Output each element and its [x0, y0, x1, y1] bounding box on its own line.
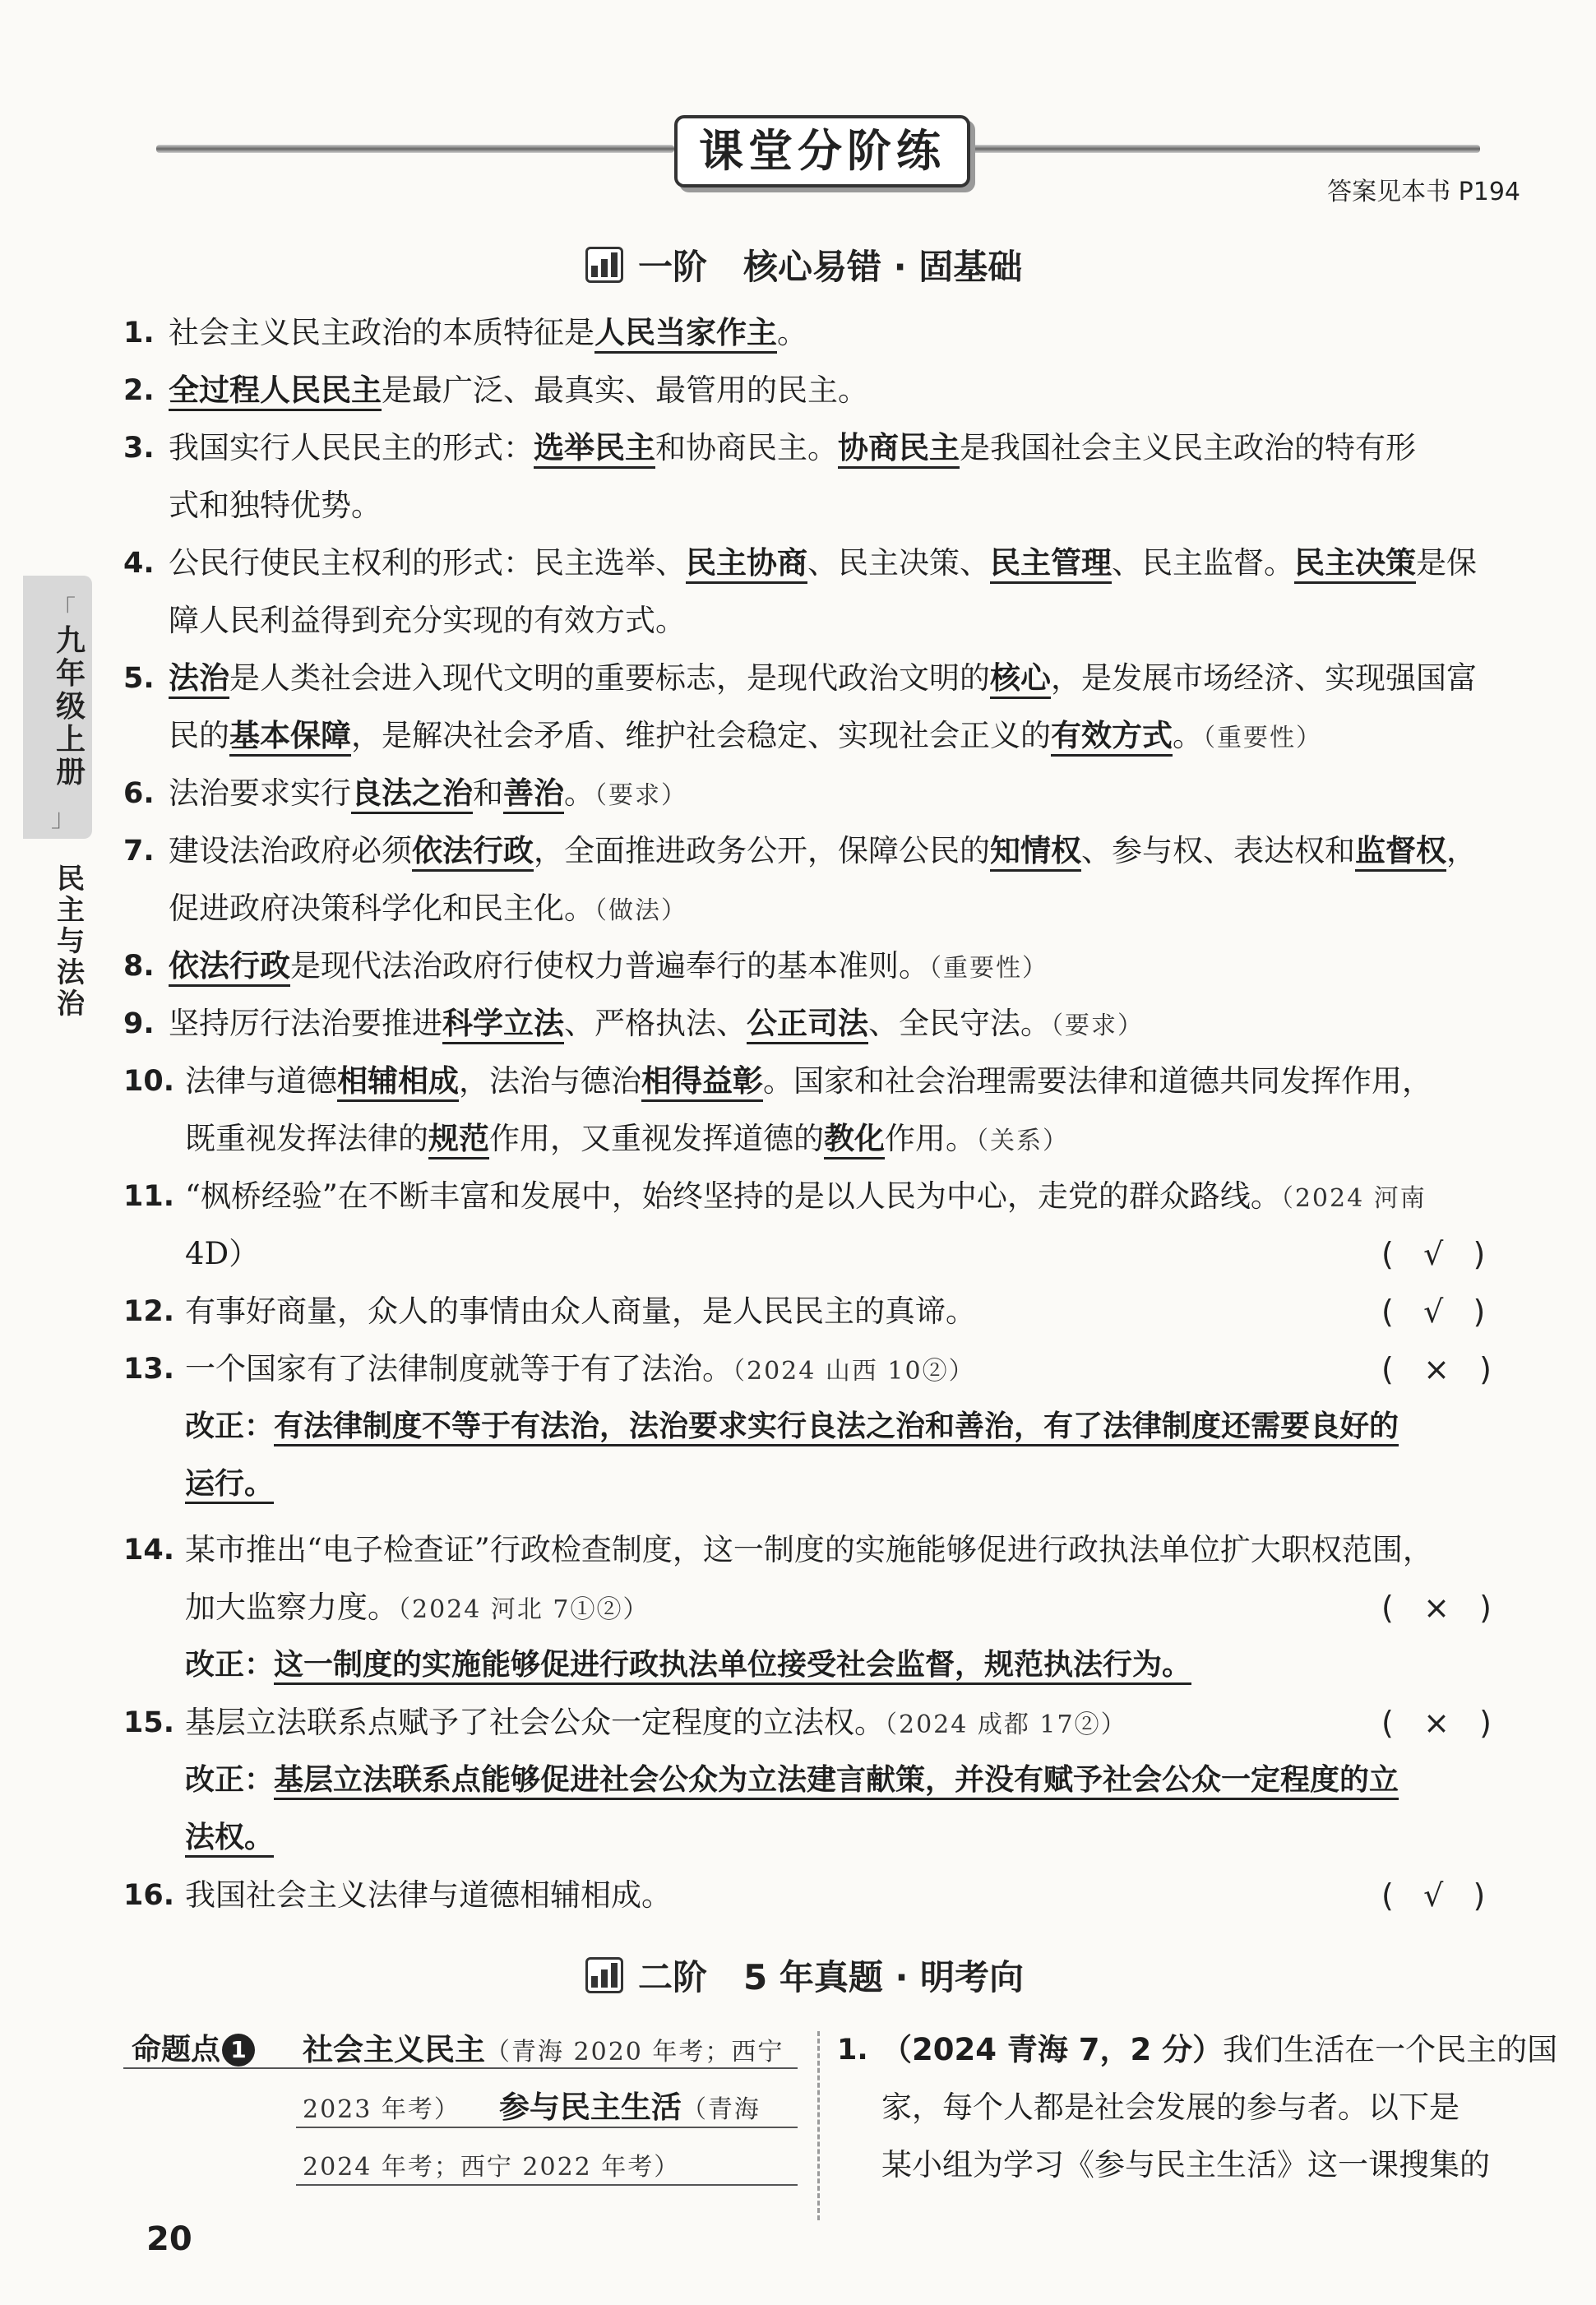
correction-15: 改正：基层立法联系点能够促进社会公众为立法建言献策，并没有赋予社会公众一定程度的立 [185, 1761, 1399, 1799]
question-3-cont: 式和独特优势。 [169, 488, 382, 523]
question-3: 我国实行人民民主的形式：选举民主和协商民主。协商民主是我国社会主义民主政治的特有形 [169, 429, 1416, 467]
question-6: 法治要求实行良法之治和善治。（要求） [169, 775, 687, 815]
question-number: 1. [123, 317, 155, 349]
category-tag: （重要性） [1203, 724, 1322, 752]
question-8: 依法行政是现代法治政府行使权力普遍奉行的基本准则。（重要性） [169, 947, 1048, 988]
question-12: 有事好商量，众人的事情由众人商量，是人民民主的真谛。 [185, 1294, 976, 1329]
question-number: 2. [123, 374, 155, 407]
question-5-cont: 民的基本保障，是解决社会矛盾、维护社会稳定、实现社会正义的有效方式。（重要性） [169, 717, 1322, 757]
answer-blank: 科学立法 [442, 1006, 564, 1044]
answer-blank: 基本保障 [229, 718, 351, 757]
topic-point-label: 命题点 1 [132, 2031, 255, 2069]
answer-blank: 人民当家作主 [594, 315, 777, 354]
column-divider [817, 2031, 820, 2220]
answer-mark: ( × ) [1381, 1705, 1492, 1741]
question-number: 9. [123, 1007, 155, 1040]
topic-point-1: 社会主义民主（青海 2020 年考；西宁 [303, 2032, 784, 2067]
section-stage: 二阶 [638, 1957, 708, 1997]
bar-chart-icon [585, 1957, 623, 1993]
category-tag: （要求） [1051, 1011, 1144, 1040]
source-tag: （2024 山西 10②） [733, 1357, 975, 1386]
side-bracket-bottom: 」 [51, 804, 76, 833]
question-number: 11. [123, 1180, 175, 1213]
source-tag: （2024 河南 [1280, 1184, 1427, 1213]
question-number: 8. [123, 950, 155, 983]
question-number: 1. [837, 2034, 868, 2067]
topic-point-2: 2023 年考） 参与民主生活（青海 [303, 2090, 761, 2125]
question-13: 一个国家有了法律制度就等于有了法治。（2024 山西 10②） [185, 1351, 975, 1386]
question-number: 13. [123, 1353, 175, 1386]
question-11: “枫桥经验”在不断丰富和发展中，始终坚持的是以人民为中心，走党的群众路线。（2024 河南 [185, 1178, 1427, 1214]
correction-15-cont: 法权。 [185, 1819, 274, 1857]
answer-blank: 教化 [824, 1121, 885, 1159]
answer-mark: ( × ) [1381, 1590, 1492, 1626]
answer-mark: ( √ ) [1381, 1877, 1486, 1914]
question-15: 基层立法联系点赋予了社会公众一定程度的立法权。（2024 成都 17②） [185, 1705, 1127, 1740]
page-number: 20 [146, 2220, 192, 2258]
question-10-cont: 既重视发挥法律的规范作用，又重视发挥道德的教化作用。（关系） [185, 1120, 1069, 1160]
answer-mark: ( √ ) [1381, 1294, 1486, 1330]
exam-question-1: （2024 青海 7，2 分）我们生活在一个民主的国 [881, 2032, 1558, 2067]
category-tag: （重要性） [929, 954, 1048, 983]
answer-blank: 依法行政 [412, 833, 534, 872]
page-title: 课堂分阶练 [674, 115, 970, 187]
question-14-cont: 加大监察力度。（2024 河北 7①②） [185, 1590, 650, 1625]
question-number: 7. [123, 835, 155, 868]
answer-blank: 协商民主 [838, 430, 960, 469]
question-number: 6. [123, 777, 155, 810]
exam-question-1-cont: 某小组为学习《参与民主生活》这一课搜集的 [881, 2147, 1490, 2182]
source-tag: （2024 河北 7①②） [398, 1595, 650, 1624]
question-number: 15. [123, 1706, 175, 1739]
question-11-cont: 4D） [185, 1236, 260, 1271]
question-number: 12. [123, 1295, 175, 1328]
answer-blank: 全过程人民民主 [169, 373, 382, 411]
answer-blank: 相辅相成 [337, 1063, 459, 1102]
section-heading-2 [585, 1951, 1024, 2000]
answer-blank: 善治 [503, 775, 564, 814]
cross-icon: × [1423, 1705, 1450, 1741]
check-icon: √ [1423, 1236, 1444, 1272]
answer-blank: 相得益彰 [641, 1063, 763, 1102]
check-icon: √ [1423, 1294, 1444, 1330]
side-bracket-top: 「 [51, 595, 76, 624]
question-10: 法律与道德相辅相成，法治与德治相得益彰。国家和社会治理需要法律和道德共同发挥作用， [185, 1062, 1432, 1100]
answer-blank: 良法之治 [351, 775, 473, 814]
answer-blank: 有效方式 [1051, 718, 1173, 757]
question-4-cont: 障人民利益得到充分实现的有效方式。 [169, 603, 686, 638]
answer-blank: 依法行政 [169, 948, 290, 987]
side-grade: 九年级上册 [55, 624, 86, 789]
check-icon: √ [1423, 1877, 1444, 1914]
answer-blank: 法治 [169, 660, 229, 699]
answer-blank: 民主管理 [990, 545, 1112, 584]
answer-blank: 监督权 [1355, 833, 1446, 872]
question-4: 公民行使民主权利的形式：民主选举、民主协商、民主决策、民主管理、民主监督。民主决策是保 [169, 544, 1477, 582]
topic-number-badge: 1 [222, 2034, 255, 2067]
answer-reference: 答案见本书 P194 [1327, 178, 1520, 206]
correction-13-cont: 运行。 [185, 1465, 274, 1503]
source-tag: （青海 2020 年考；西宁 [485, 2038, 784, 2067]
category-tag: （做法） [594, 896, 687, 925]
header-rule-left [156, 145, 674, 153]
cross-icon: × [1423, 1351, 1450, 1387]
source-tag: （2024 成都 17②） [885, 1710, 1127, 1739]
correction-13: 改正：有法律制度不等于有法治，法治要求实行良法之治和善治，有了法律制度还需要良好的 [185, 1408, 1399, 1446]
divider [296, 2127, 798, 2128]
cross-icon: × [1423, 1590, 1450, 1626]
header-rule-right [970, 145, 1480, 153]
section-title: 核心易错 · 固基础 [743, 247, 1023, 287]
answer-blank: 知情权 [990, 833, 1081, 872]
answer-blank: 规范 [428, 1121, 489, 1159]
question-number: 4. [123, 547, 155, 580]
section-heading-1 [585, 240, 1022, 289]
side-subject: 民主与法治 [57, 863, 85, 1021]
question-16: 我国社会主义法律与道德相辅相成。 [185, 1877, 672, 1913]
answer-mark: ( × ) [1381, 1351, 1492, 1387]
question-number: 10. [123, 1065, 175, 1098]
question-7: 建设法治政府必须依法行政，全面推进政务公开，保障公民的知情权、参与权、表达权和监督权， [169, 832, 1477, 870]
question-number: 14. [123, 1534, 175, 1567]
question-5: 法治是人类社会进入现代文明的重要标志，是现代政治文明的核心，是发展市场经济、实现强国富 [169, 660, 1477, 697]
answer-blank: 选举民主 [534, 430, 655, 469]
answer-blank: 民主协商 [686, 545, 807, 584]
question-9: 坚持厉行法治要推进科学立法、严格执法、公正司法、全民守法。（要求） [169, 1005, 1144, 1045]
answer-blank: 民主决策 [1294, 545, 1416, 584]
category-tag: （关系） [976, 1127, 1069, 1155]
question-number: 16. [123, 1879, 175, 1912]
section-title: 5 年真题 · 明考向 [743, 1957, 1025, 1997]
question-14: 某市推出“电子检查证”行政检查制度，这一制度的实施能够促进行政执法单位扩大职权范围， [185, 1532, 1433, 1567]
divider [296, 2184, 798, 2186]
divider [123, 2067, 798, 2069]
bar-chart-icon [585, 247, 623, 283]
question-1: 社会主义民主政治的本质特征是人民当家作主。 [169, 314, 807, 352]
answer-mark: ( √ ) [1381, 1236, 1486, 1272]
question-7-cont: 促进政府决策科学化和民主化。（做法） [169, 891, 687, 926]
question-number: 5. [123, 662, 155, 695]
source-tag: （青海 [681, 2095, 761, 2124]
topic-point-2-cont: 2024 年考；西宁 2022 年考） [303, 2153, 681, 2182]
answer-blank: 核心 [990, 660, 1051, 699]
correction-14: 改正：这一制度的实施能够促进行政执法单位接受社会监督，规范执法行为。 [185, 1646, 1191, 1684]
section-stage: 一阶 [638, 247, 708, 287]
exam-question-1-cont: 家，每个人都是社会发展的参与者。以下是 [881, 2090, 1460, 2125]
question-2: 全过程人民民主是最广泛、最真实、最管用的民主。 [169, 372, 868, 410]
category-tag: （要求） [594, 781, 687, 810]
question-number: 3. [123, 432, 155, 465]
answer-blank: 公正司法 [747, 1006, 868, 1044]
